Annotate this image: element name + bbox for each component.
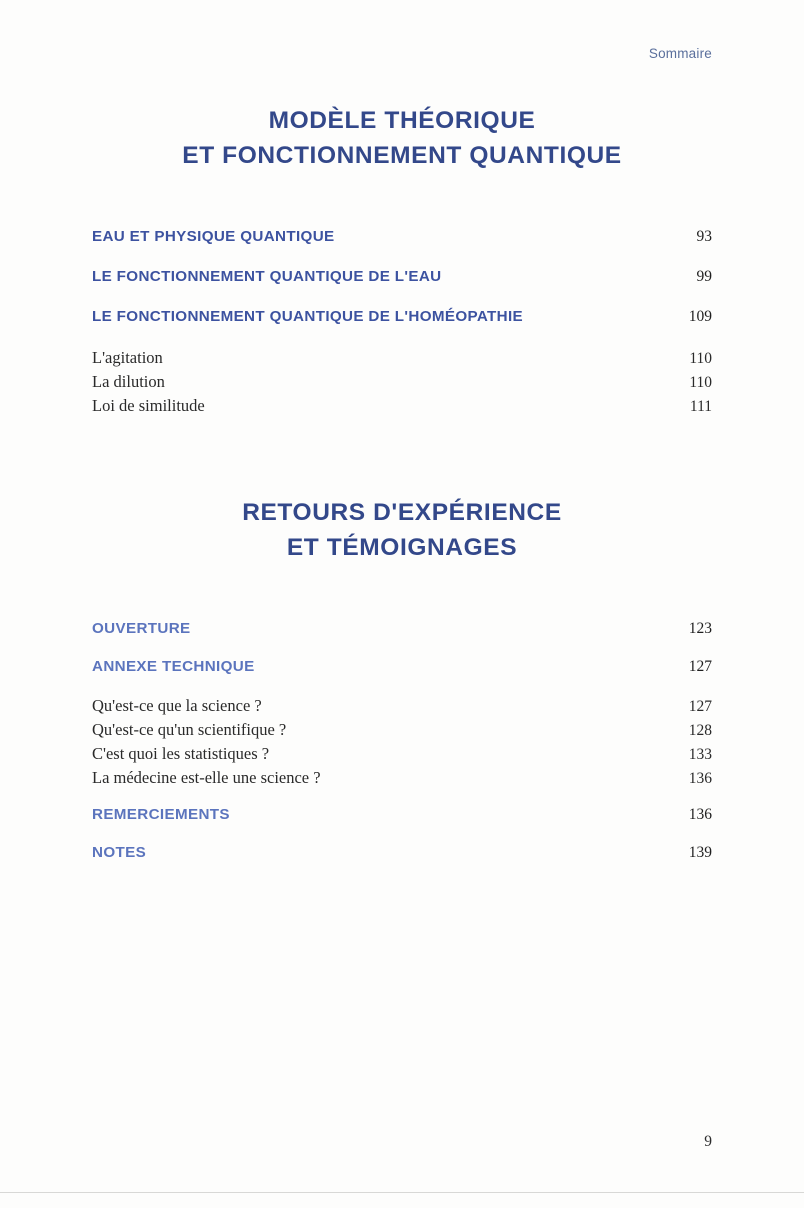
toc-entry-label: Qu'est-ce que la science ?	[92, 696, 262, 715]
toc-entry-label: La médecine est-elle une science ?	[92, 768, 321, 787]
toc-entry-label: EAU ET PHYSIQUE QUANTIQUE	[92, 228, 335, 245]
toc-entry-page: 99	[696, 268, 712, 285]
toc-entry-page: 133	[688, 746, 712, 763]
toc-list-section-2	[92, 620, 712, 882]
page-number: 9	[704, 1133, 712, 1150]
toc-entry-label: LE FONCTIONNEMENT QUANTIQUE DE L'HOMÉOPATHIE	[92, 308, 524, 325]
toc-entry[interactable]	[92, 396, 712, 416]
toc-entry-label: OUVERTURE	[92, 620, 191, 637]
toc-entry[interactable]	[92, 844, 712, 862]
section-1-title	[92, 104, 712, 174]
toc-entry-page: 110	[689, 350, 712, 367]
section-2-title	[92, 496, 712, 566]
toc-entry-label: La dilution	[92, 372, 165, 391]
toc-entry[interactable]	[92, 268, 712, 286]
toc-entry-label: LE FONCTIONNEMENT QUANTIQUE DE L'EAU	[92, 268, 442, 285]
section-1-title-line1: MODÈLE THÉORIQUE	[268, 107, 536, 134]
running-head: Sommaire	[648, 46, 712, 61]
toc-entry[interactable]	[92, 806, 712, 824]
toc-entry-page: 111	[689, 398, 712, 415]
toc-entry-label: L'agitation	[92, 348, 163, 367]
section-2-title-line1: RETOURS D'EXPÉRIENCE	[242, 499, 562, 526]
toc-list-section-1	[92, 228, 712, 420]
toc-entry-page: 110	[689, 374, 712, 391]
toc-entry-page: 139	[688, 844, 712, 861]
toc-entry-label: NOTES	[92, 844, 147, 861]
toc-entry-label: Loi de similitude	[92, 396, 205, 415]
toc-entry-page: 136	[688, 770, 712, 787]
toc-entry-page: 128	[688, 722, 712, 739]
page-bottom-rule	[0, 1192, 804, 1193]
toc-entry-page: 93	[696, 228, 712, 245]
toc-entry-page: 127	[688, 698, 712, 715]
toc-entry-page: 123	[688, 620, 712, 637]
toc-entry[interactable]	[92, 372, 712, 392]
toc-entry[interactable]	[92, 308, 712, 326]
toc-entry-label: Qu'est-ce qu'un scientifique ?	[92, 720, 287, 739]
toc-entry-label: REMERCIEMENTS	[92, 806, 230, 823]
section-2-title-line2: ET TÉMOIGNAGES	[286, 533, 518, 561]
toc-entry[interactable]	[92, 348, 712, 368]
toc-entry[interactable]	[92, 228, 712, 246]
toc-entry[interactable]	[92, 720, 712, 740]
toc-entry-page: 127	[688, 658, 712, 675]
toc-entry-page: 136	[688, 806, 712, 823]
spacer	[92, 792, 712, 806]
toc-entry[interactable]	[92, 620, 712, 638]
toc-entry[interactable]	[92, 696, 712, 716]
toc-entry[interactable]	[92, 744, 712, 764]
toc-entry[interactable]	[92, 658, 712, 676]
toc-entry-page: 109	[688, 308, 712, 325]
toc-entry-label: C'est quoi les statistiques ?	[92, 744, 270, 763]
toc-entry[interactable]	[92, 768, 712, 788]
toc-entry-label: ANNEXE TECHNIQUE	[92, 658, 255, 675]
section-1-title-line2: ET FONCTIONNEMENT QUANTIQUE	[182, 141, 622, 169]
